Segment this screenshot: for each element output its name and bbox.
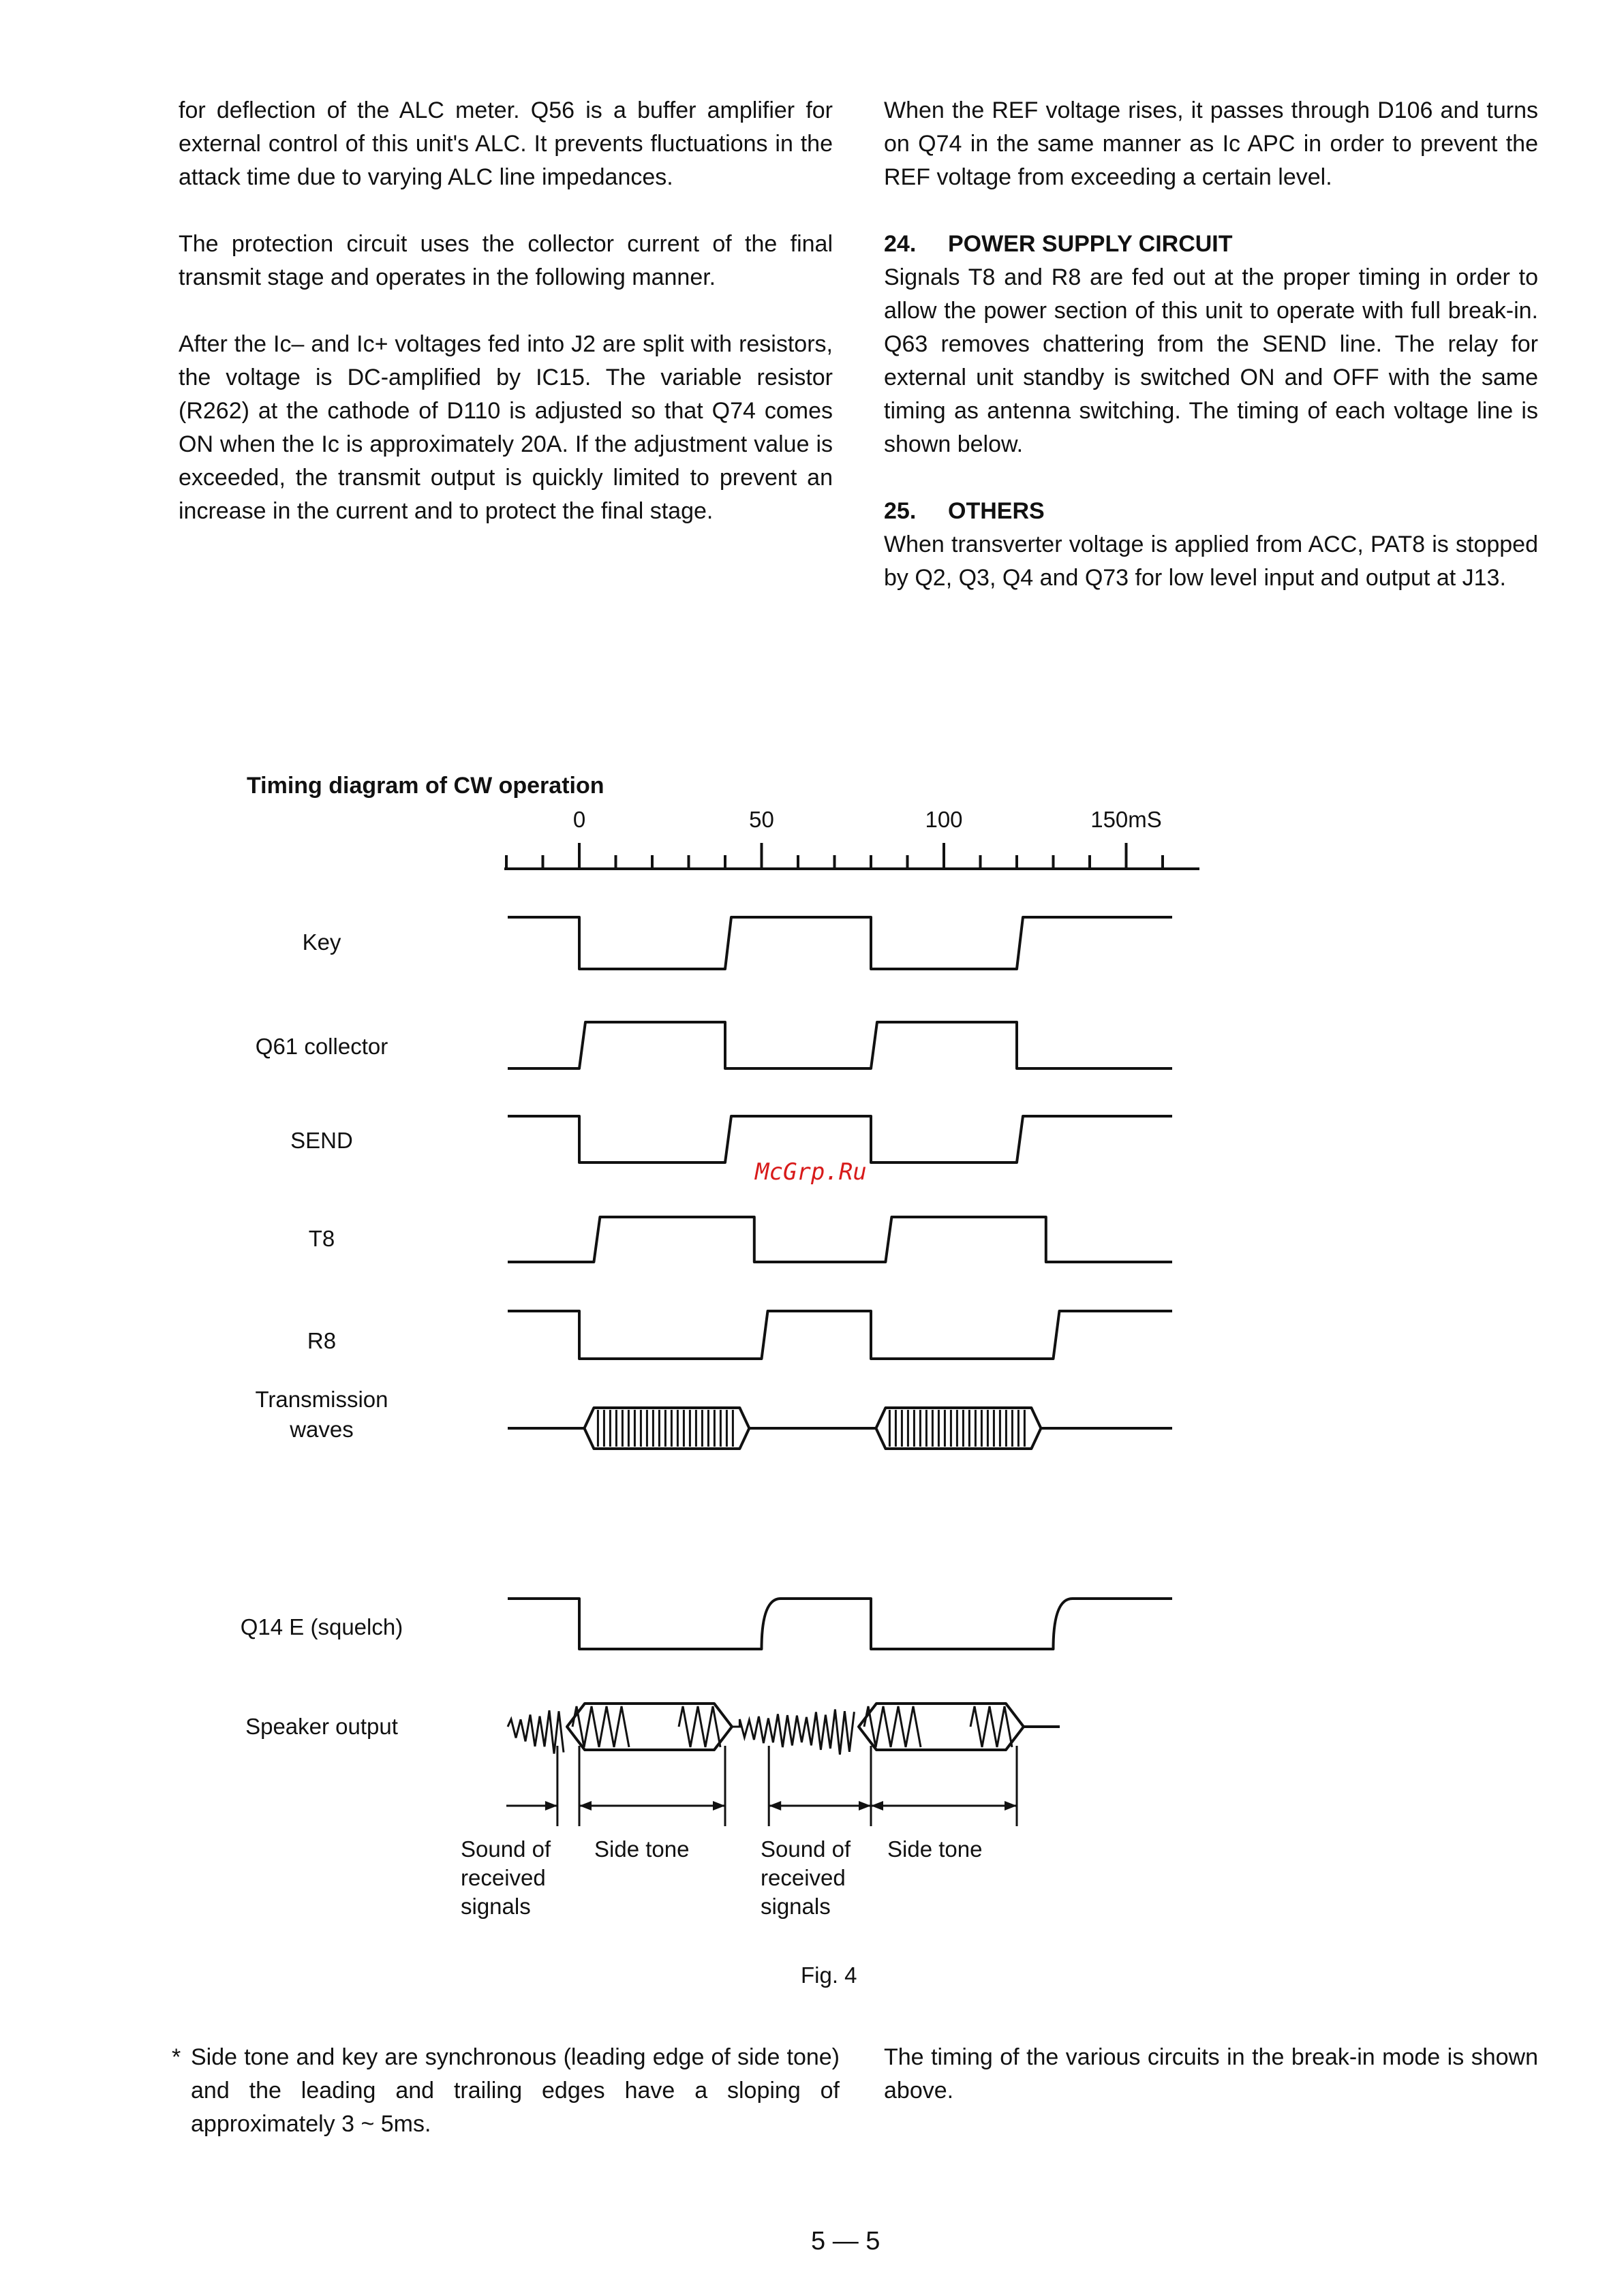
signal-label bbox=[241, 1614, 403, 1639]
annotation-label bbox=[887, 1836, 982, 1862]
annotation-label-line: Side tone bbox=[594, 1836, 690, 1862]
signal-label-line: Speaker output bbox=[245, 1714, 398, 1739]
protection-detail-paragraph: After the Ic– and Ic+ voltages fed into J2 are split with resistors, the voltage is DC-amplified by IC15. The variable resistor (R262) at the cathode of D110 is adjusted so that Q74 comes ON when the Ic is approximately 20A. If the adjustment value is exceeded, the transmit output is quickly limited to prevent an increase in the current and to protect the final stage. bbox=[179, 331, 833, 524]
alc-paragraph: for deflection of the ALC meter. Q56 is a buffer amplifier for external control of this unit's ALC. It prevents fluctuations in the attack time due to varying ALC line impedances. bbox=[179, 97, 833, 190]
arrow-head bbox=[769, 1801, 781, 1811]
signal-label-line: Key bbox=[302, 929, 341, 955]
annotation-label-line: signals bbox=[761, 1894, 831, 1919]
signal-trace bbox=[508, 1217, 1172, 1262]
arrow-head bbox=[859, 1801, 871, 1811]
signal-label bbox=[256, 1387, 388, 1442]
axis-tick-label: 0 bbox=[572, 807, 586, 832]
speaker-output-trace bbox=[508, 1704, 1060, 1755]
axis-tick-label: 100 bbox=[925, 807, 963, 832]
signal-label bbox=[290, 1128, 353, 1153]
annotation-label-line: Side tone bbox=[887, 1836, 983, 1862]
arrow-head bbox=[545, 1801, 557, 1811]
right-text-column bbox=[884, 94, 1538, 595]
side-tone-waveform bbox=[572, 1706, 720, 1747]
received-noise bbox=[732, 1710, 854, 1755]
signal-label-line: T8 bbox=[308, 1226, 335, 1251]
signal-label-line: Q61 collector bbox=[255, 1034, 388, 1059]
section-25-body: When transverter voltage is applied from ACC, PAT8 is stopped by Q2, Q3, Q4 and Q73 for low level input and output at J13. bbox=[884, 532, 1538, 591]
arrow-head bbox=[579, 1801, 592, 1811]
signal-trace bbox=[508, 1311, 1172, 1359]
protection-intro-paragraph: The protection circuit uses the collector current of the final transmit stage and operates in the following manner. bbox=[179, 231, 833, 290]
signal-label bbox=[256, 1034, 388, 1059]
signal-label bbox=[307, 1328, 336, 1353]
section-24-number: 24. bbox=[884, 231, 917, 257]
left-text-column bbox=[179, 94, 833, 528]
annotation-label-line: received bbox=[761, 1865, 846, 1890]
signal-label bbox=[309, 1226, 335, 1251]
arrow-head bbox=[713, 1801, 725, 1811]
arrow-head bbox=[1005, 1801, 1017, 1811]
signal-label-line: Transmission bbox=[255, 1387, 388, 1412]
section-24-title: POWER SUPPLY CIRCUIT bbox=[948, 231, 1233, 257]
signal-label-line: Q14 E (squelch) bbox=[240, 1614, 403, 1639]
section-25-number: 25. bbox=[884, 498, 917, 524]
axis-tick-label: 150mS bbox=[1090, 807, 1162, 832]
diagram-title: Timing diagram of CW operation bbox=[247, 773, 604, 799]
annotation-label-line: signals bbox=[461, 1894, 531, 1919]
received-noise bbox=[508, 1710, 564, 1754]
time-axis bbox=[504, 807, 1199, 869]
signal-label-line: R8 bbox=[307, 1328, 337, 1353]
signal-trace bbox=[508, 1022, 1172, 1068]
side-tone-waveform bbox=[864, 1706, 1012, 1747]
signal-labels bbox=[241, 929, 403, 1739]
footnote bbox=[172, 2041, 840, 2141]
speaker-annotations bbox=[461, 1746, 1017, 1919]
ref-voltage-paragraph: When the REF voltage rises, it passes through D106 and turns on Q74 in the same manner as Ic APC in order to prevent the REF voltage from exceeding a certain level. bbox=[884, 97, 1538, 190]
annotation-label bbox=[461, 1836, 551, 1919]
annotation-label-line: Sound of bbox=[761, 1836, 851, 1862]
arrow-head bbox=[871, 1801, 883, 1811]
annotation-label bbox=[594, 1836, 689, 1862]
footnote-marker: * bbox=[172, 2044, 181, 2070]
signal-label-line: waves bbox=[290, 1417, 354, 1442]
section-25-title: OTHERS bbox=[948, 498, 1045, 524]
signal-trace bbox=[508, 1599, 1172, 1649]
signal-label bbox=[303, 929, 341, 955]
signal-trace bbox=[508, 917, 1172, 969]
break-in-timing-note: The timing of the various circuits in the break-in mode is shown above. bbox=[884, 2044, 1538, 2104]
signal-label bbox=[245, 1714, 398, 1739]
annotation-label bbox=[761, 1836, 851, 1919]
annotation-label-line: received bbox=[461, 1865, 546, 1890]
transmission-trace bbox=[508, 1408, 1172, 1449]
figure-label: Fig. 4 bbox=[801, 1962, 857, 1988]
signal-traces bbox=[508, 917, 1172, 1649]
footnote-text: Side tone and key are synchronous (leading edge of side tone) and the leading and trailing edges have a sloping of approximately 3 ~ 5ms. bbox=[191, 2044, 840, 2137]
signal-trace bbox=[508, 1116, 1172, 1162]
section-24-body: Signals T8 and R8 are fed out at the proper timing in order to allow the power section of this unit to operate with full break-in. Q63 removes chattering from the SEND line. The relay for external unit standby is switched ON and OFF with the same timing as antenna switching. The timing of each voltage line is shown below. bbox=[884, 264, 1538, 457]
section-24-heading bbox=[884, 228, 1538, 261]
watermark-text: McGrp.Ru bbox=[755, 1158, 867, 1186]
axis-tick-label: 50 bbox=[749, 807, 774, 832]
cw-timing-diagram bbox=[0, 750, 1624, 1997]
annotation-label-line: Sound of bbox=[461, 1836, 551, 1862]
signal-label-line: SEND bbox=[290, 1128, 353, 1153]
page-number: 5 — 5 bbox=[811, 2227, 880, 2255]
section-25-heading bbox=[884, 495, 1538, 528]
